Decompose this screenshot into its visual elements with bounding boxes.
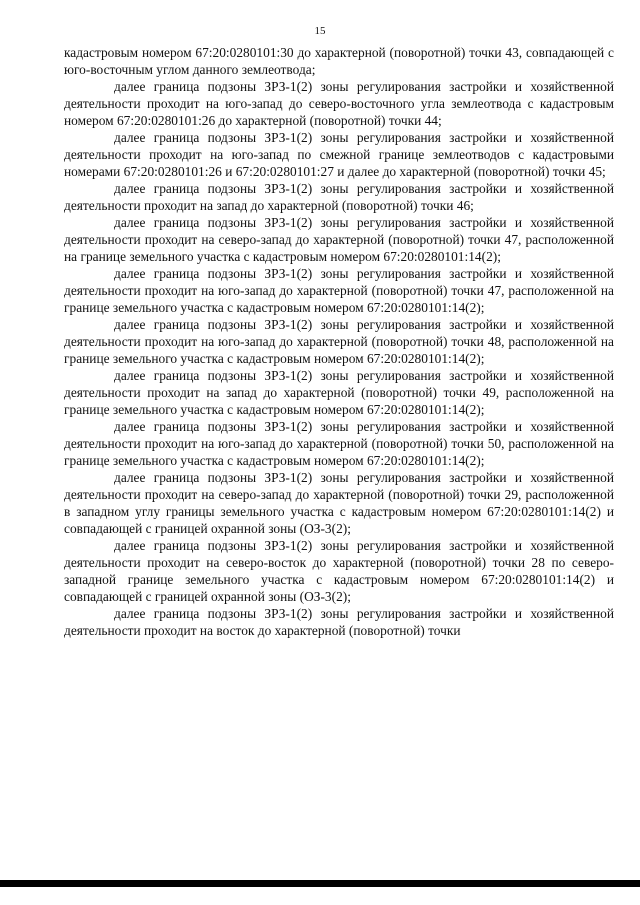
document-body	[64, 44, 614, 639]
scan-bottom-edge	[0, 880, 640, 887]
paragraph: далее граница подзоны ЗРЗ-1(2) зоны регулирования застройки и хозяйственной деятельности проходит на запад до характерной (поворотной) точки 46;	[64, 181, 614, 213]
page-number: 15	[314, 25, 326, 37]
paragraph: далее граница подзоны ЗРЗ-1(2) зоны регулирования застройки и хозяйственной деятельности проходит на юго-запад по смежной границе землеотводов с кадастровыми номерами 67:20:0280101:26 и 67:20:0280101:27 и далее до характерной (поворотной) точки 45;	[64, 130, 614, 179]
paragraph: далее граница подзоны ЗРЗ-1(2) зоны регулирования застройки и хозяйственной деятельности проходит на северо-запад до характерной (поворотной) точки 47, расположенной на границе земельного участка с кадастровым номером 67:20:0280101:14(2);	[64, 215, 614, 264]
paragraph: далее граница подзоны ЗРЗ-1(2) зоны регулирования застройки и хозяйственной деятельности проходит на восток до характерной (поворотной) точки	[64, 606, 614, 638]
paragraph: далее граница подзоны ЗРЗ-1(2) зоны регулирования застройки и хозяйственной деятельности проходит на юго-запад до северо-восточного угла землеотвода с кадастровым номером 67:20:0280101:26 до характерной (поворотной) точки 44;	[64, 79, 614, 128]
paragraph: далее граница подзоны ЗРЗ-1(2) зоны регулирования застройки и хозяйственной деятельности проходит на юго-запад до характерной (поворотной) точки 47, расположенной на границе земельного участка с кадастровым номером 67:20:0280101:14(2);	[64, 266, 614, 315]
paragraph: далее граница подзоны ЗРЗ-1(2) зоны регулирования застройки и хозяйственной деятельности проходит на северо-запад до характерной (поворотной) точки 29, расположенной в западном углу границы земельного участка с кадастровым номером 67:20:0280101:14(2) и совпадающей с границей охранной зоны (ОЗ-3(2);	[64, 470, 614, 536]
paragraph: далее граница подзоны ЗРЗ-1(2) зоны регулирования застройки и хозяйственной деятельности проходит на юго-запад до характерной (поворотной) точки 48, расположенной на границе земельного участка с кадастровым номером 67:20:0280101:14(2);	[64, 317, 614, 366]
paragraph: далее граница подзоны ЗРЗ-1(2) зоны регулирования застройки и хозяйственной деятельности проходит на юго-запад до характерной (поворотной) точки 50, расположенной на границе земельного участка с кадастровым номером 67:20:0280101:14(2);	[64, 419, 614, 468]
paragraph: далее граница подзоны ЗРЗ-1(2) зоны регулирования застройки и хозяйственной деятельности проходит на северо-восток до характерной (поворотной) точки 28 по северо-западной границе земельного участка с кадастровым номером 67:20:0280101:14(2) и совпадающей с границей охранной зоны (ОЗ-3(2);	[64, 538, 614, 604]
paragraph-continuation: кадастровым номером 67:20:0280101:30 до характерной (поворотной) точки 43, совпадающей с юго-восточным углом данного землеотвода;	[64, 45, 614, 77]
paragraph: далее граница подзоны ЗРЗ-1(2) зоны регулирования застройки и хозяйственной деятельности проходит на запад до характерной (поворотной) точки 49, расположенной на границе земельного участка с кадастровым номером 67:20:0280101:14(2);	[64, 368, 614, 417]
